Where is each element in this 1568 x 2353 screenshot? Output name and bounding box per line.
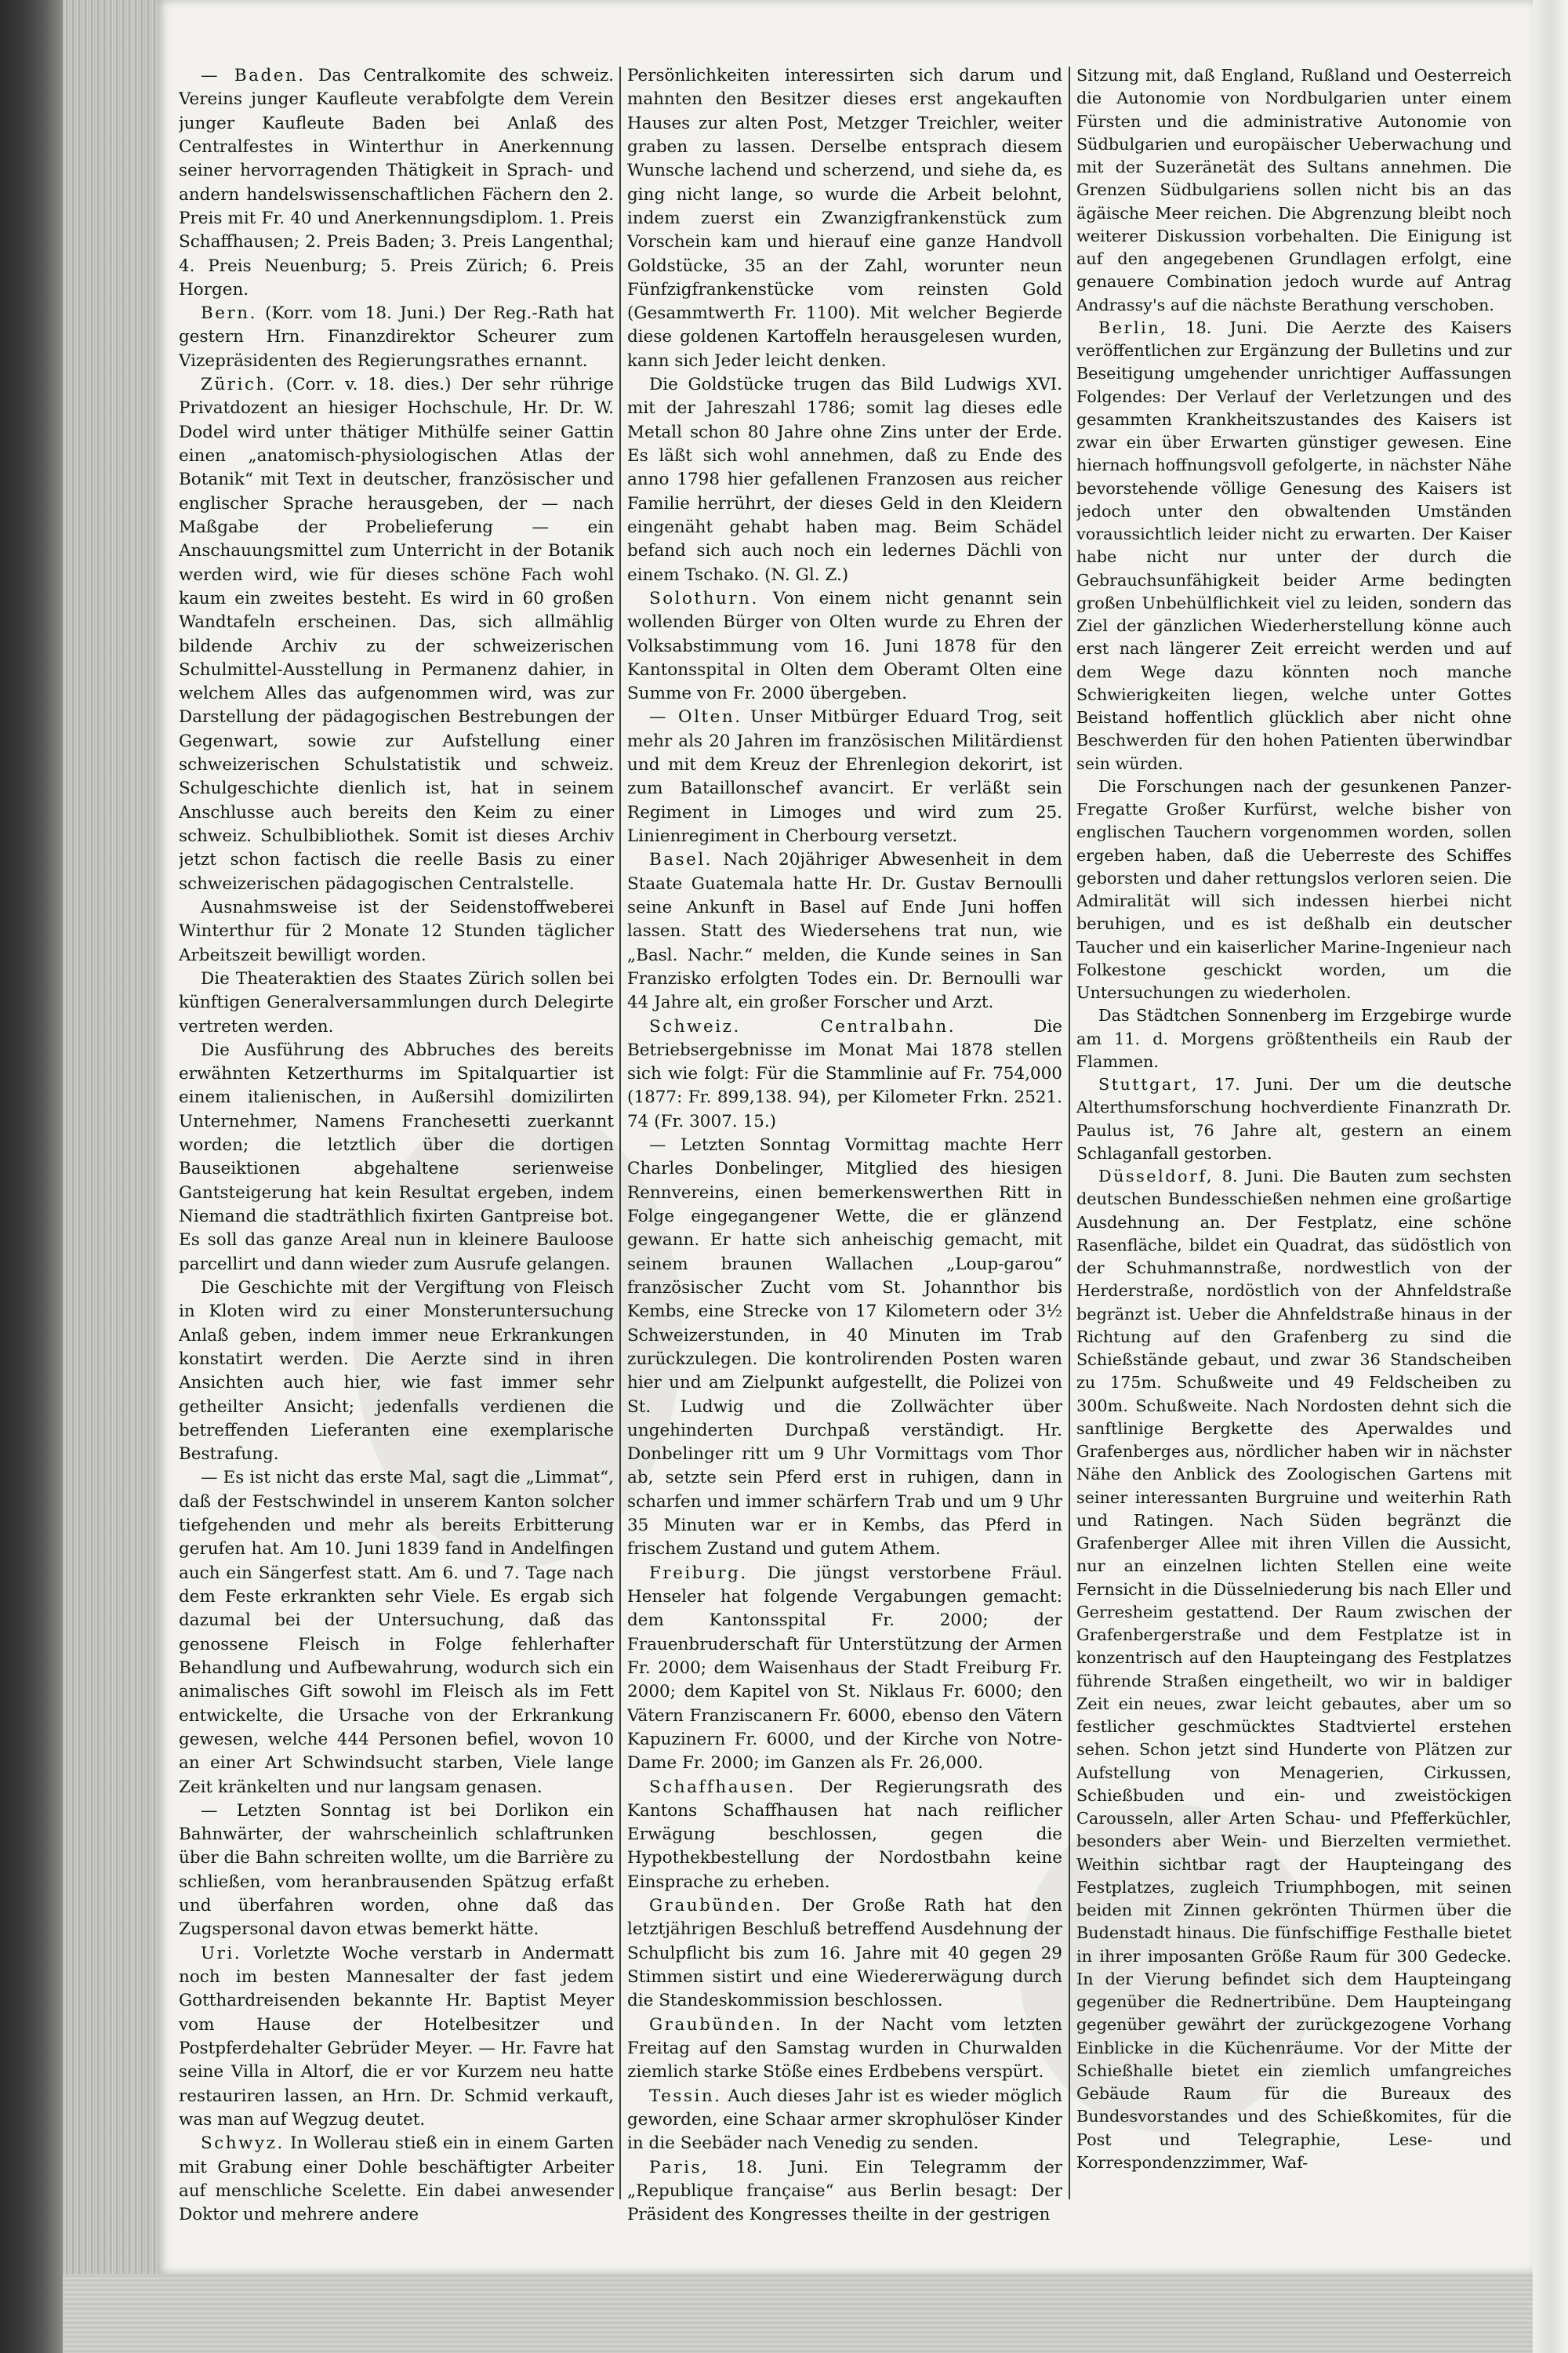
article-paragraph	[179, 968, 614, 1039]
dateline-place: Graubünden.	[649, 2014, 783, 2035]
article-paragraph	[627, 2156, 1062, 2228]
article-paragraph	[179, 1276, 614, 1467]
column-middle	[627, 64, 1062, 2260]
paragraph-text: Von einem nicht genannt sein wollenden Bürger von Olten wurde zu Ehren der Volksabstimmung vom 16. Juni 1878 für den Kantonsspital in Olten dem Oberamt Olten eine Summe von Fr. 2000 übergeben.	[627, 588, 1062, 704]
dateline-place: — Baden.	[201, 66, 306, 85]
paragraph-text: Auch dieses Jahr ist es wieder möglich geworden, eine Schaar armer skrophulöser Kinder in die Seebäder nach Venedig zu senden.	[627, 2086, 1062, 2154]
paragraph-text: Die Geschichte mit der Vergiftung von Fleisch in Kloten wird zu einer Monsteruntersuchung Anlaß geben, indem immer neue Erkrankungen konstatirt werden. Die Aerzte sind in ihren Ansichten auch hier, wie fast immer sehr getheilter Ansicht; jedenfalls verdienen die betreffenden Lieferanten eine exemplarische Bestrafung.	[179, 1277, 614, 1465]
paragraph-text: In der Nacht vom letzten Freitag auf den Samstag wurden in Churwalden ziemlich starke Stöße eines Erdbebens verspürt.	[627, 2014, 1062, 2082]
dateline-place: Basel.	[649, 850, 713, 870]
dateline-place: Graubünden.	[649, 1896, 783, 1916]
dateline-place: Tessin.	[649, 2086, 722, 2106]
book-binding	[0, 0, 63, 2353]
article-paragraph	[627, 2085, 1062, 2156]
dateline-place: Bern.	[201, 303, 257, 324]
article-paragraph	[179, 1466, 614, 1799]
paragraph-text: 18. Juni. Die Aerzte des Kaisers veröffentlichen zur Ergänzung der Bulletins und zur Beseitigung umgehender unrichtiger Auffassungen Folgendes: Der Verlauf der Verletzungen und des gesammten Krankheitszustandes des Kaisers ist zwar ein über Erwarten günstiger gewesen. Eine hiernach hoffnungsvoll gefolgerte, in nächster Nähe bevorstehende völlige Genesung des Kaisers ist jedoch unter den obwaltenden Umständen voraussichtlich leider nicht zu erwarten. Der Kaiser habe nicht nur unter der durch die Gebrauchsunfähigkeit beider Arme bedingten großen Unbehülflichkeit viel zu leiden, sondern das Ziel der gänzlichen Wiederherstellung könne auch erst nach längerer Zeit erreicht werden und auf dem Wege dazu könnten noch manche Schwierigkeiten liegen, welche unter Gottes Beistand hoffentlich glücklich aber nicht ohne Beschwerden für den hohen Patienten überwindbar sein würden.	[1076, 318, 1512, 773]
paragraph-text: Vorletzte Woche verstarb in Andermatt noch im besten Mannesalter der fast jedem Gotthardreisenden bekannte Hr. Baptist Meyer vom Hause der Hotelbesitzer und Postpferdehalter Gebrüder Meyer. — Hr. Favre hat seine Villa in Altorf, die er vor Kurzem neu hatte restauriren lassen, an Hrn. Dr. Schmid verkauft, was man auf Wegzug deutet.	[179, 1943, 614, 2130]
article-paragraph	[627, 2013, 1062, 2085]
article-paragraph	[179, 1039, 614, 1276]
paragraph-text: Die Forschungen nach der gesunkenen Panzer-Fregatte Großer Kurfürst, welche bisher von englischen Tauchern vorgenommen worden, sollen ergeben haben, daß die Ueberreste des Schiffes geborsten und daher rettungslos verloren seien. Die Admiralität will sich indessen hierbei nicht beruhigen, und es ist deßhalb ein deutscher Taucher und ein kaiserlicher Marine-Ingenieur nach Folkestone geschickt worden, um die Untersuchungen zu wiederholen.	[1076, 776, 1512, 1002]
article-paragraph	[627, 587, 1062, 706]
paragraph-text: Sitzung mit, daß England, Rußland und Oesterreich die Autonomie von Nordbulgarien unter einem Fürsten und die administrative Autonomie von Südbulgarien und europäischer Ueberwachung und mit der Suzeränetät des Sultans annehmen. Die Grenzen Südbulgariens sollen nicht bis an das ägäische Meer reichen. Die Abgrenzung bleibt noch weiterer Diskussion vorbehalten. Die Einigung ist auf den angegebenen Grundlagen erfolgt, eine genauere Combination jedoch wurde auf Antrag Andrassy's auf die nächste Berathung verschoben.	[1076, 66, 1512, 314]
paragraph-text: Unser Mitbürger Eduard Trog, seit mehr als 20 Jahren im französischen Militärdienst und mit dem Kreuz der Ehrenlegion dekorirt, ist zum Bataillonschef avancirt. Er verläßt sein Regiment in Limoges und wird zum 25. Linienregiment in Cherbourg versetzt.	[627, 707, 1062, 846]
page-edges-bottom	[63, 2274, 1568, 2353]
paragraph-text: (Corr. v. 18. dies.) Der sehr rührige Privatdozent an hiesiger Hochschule, Hr. Dr. W. Dodel wird unter thätiger Mithülfe seiner Gattin einen „anatomisch-physiologischen Atlas der Botanik“ mit Text in deutscher, französischer und englischer Sprache herausgeben, der — nach Maßgabe der Probelieferung — ein Anschauungsmittel zum Unterricht in der Botanik werden wird, wie für dieses schöne Fach wohl kaum ein zweites besteht. Es wird in 60 großen Wandtafeln erscheinen. Das, sich allmählig bildende Archiv zu der schweizerischen Schulmittel-Ausstellung in Permanenz dahier, in welchem Alles das aufgenommen wird, was zur Darstellung der pädagogischen Bestrebungen der Gegenwart, sowie zur Aufstellung einer schweizerischen Schulstatistik und schweiz. Schulgeschichte dienlich ist, hat in seinem Anschlusse auch bereits den Keim zu einer schweiz. Schulbibliothek. Somit ist dieses Archiv jetzt schon factisch die reelle Basis zu einer schweizerischen pädagogischen Centralstelle.	[179, 375, 614, 894]
paragraph-text: Die Ausführung des Abbruches des bereits erwähnten Ketzerthurms im Spitalquartier ist einem italienischen, in Außersihl domizilirten Unternehmer, Namens Franchesetti zuerkannt worden; die letztlich über die dortigen Bauseiktionen abgehaltene serienweise Gantsteigerung hat kein Resultat ergeben, indem Niemand die stadträthlich fixirten Gantpreise bot. Es soll das ganze Areal nun in kleinere Bauloose parcellirt und dann wieder zum Ausrufe gelangen.	[179, 1040, 614, 1274]
paragraph-text: Das Centralkomite des schweiz. Vereins junger Kaufleute verabfolgte dem Verein junger Kaufleute Baden bei Anlaß des Centralfestes in Winterthur in Anerkennung seiner hervorragenden Thätigkeit in Sprach- und andern handelswissenschaftlichen Fächern den 2. Preis mit Fr. 40 und Anerkennungsdiplom. 1. Preis Schaffhausen; 2. Preis Baden; 3. Preis Langenthal; 4. Preis Neuenburg; 5. Preis Zürich; 6. Preis Horgen.	[179, 66, 614, 300]
page-edges-right	[1533, 0, 1568, 2353]
paragraph-text: — Es ist nicht das erste Mal, sagt die „Limmat“, daß der Festschwindel in unserem Kanton solcher tiefgehenden und mehr als bereits Erbitterung gerufen hat. Am 10. Juni 1839 fand in Andelfingen auch ein Sängerfest statt. Am 6. und 7. Tage nach dem Feste erkrankten sehr Viele. Es ergab sich dazumal bei der Untersuchung, daß das genossene Fleisch in Folge fehlerhafter Behandlung und Aufbewahrung, wodurch sich ein animalisches Gift sowohl im Fleisch als im Fett entwickelte, die Ursache von der Erkrankung gewesen, welche 444 Personen befiel, wovon 10 an einer Art Schwindsucht starben, Viele lange Zeit kränkelten und nur langsam genasen.	[179, 1468, 614, 1797]
paragraph-text: — Letzten Sonntag ist bei Dorlikon ein Bahnwärter, der wahrscheinlich schlaftrunken über die Bahn schreiten wollte, um die Barrière zu schließen, vom heranbrausenden Spätzug erfaßt und überfahren worden, ohne daß das Zugspersonal davon etwas bemerkt hätte.	[179, 1800, 614, 1940]
dateline-place: Stuttgart,	[1098, 1075, 1200, 1094]
article-paragraph	[1076, 64, 1512, 317]
dateline-place: Schweiz. Centralbahn.	[649, 1016, 956, 1037]
article-paragraph	[627, 848, 1062, 1015]
page-edges-left	[63, 0, 157, 2353]
dateline-place: Zürich.	[201, 375, 277, 395]
article-paragraph	[627, 1894, 1062, 2013]
article-paragraph	[627, 1015, 1062, 1135]
column-rule	[619, 67, 621, 2199]
article-paragraph	[627, 373, 1062, 587]
article-paragraph	[1076, 1073, 1512, 1165]
dateline-place: Paris,	[649, 2157, 710, 2177]
column-left	[179, 64, 614, 2260]
column-rule	[1069, 67, 1070, 2199]
dateline-place: Solothurn.	[649, 588, 759, 608]
paragraph-text: In Wollerau stieß ein in einem Garten mit Grabung einer Dohle beschäftigter Arbeiter auf menschliche Scelette. Ein dabei anwesender Doktor und mehrere andere	[179, 2133, 614, 2225]
paragraph-text: Nach 20jähriger Abwesenheit in dem Staate Guatemala hatte Hr. Dr. Gustav Bernoulli seine Ankunft in Basel auf Ende Juni hoffen lassen. Statt des Wiedersehens trat nun, wie „Basl. Nachr.“ melden, die Kunde seines in San Franzisko erfolgten Todes ein. Dr. Bernoulli war 44 Jahre alt, ein großer Forscher und Arzt.	[627, 850, 1062, 1013]
dateline-place: — Olten.	[649, 707, 742, 728]
paragraph-text: Der Regierungsrath des Kantons Schaffhausen hat nach reiflicher Erwägung beschlossen, gegen die Hypothekbestellung der Nordostbahn keine Einsprache zu erheben.	[627, 1777, 1062, 1892]
article-paragraph	[1076, 317, 1512, 775]
dateline-place: Berlin,	[1098, 318, 1168, 337]
paragraph-text: Das Städtchen Sonnenberg im Erzgebirge wurde am 11. d. Morgens größtentheils ein Raub der Flammen.	[1076, 1006, 1512, 1071]
paragraph-text: 8. Juni. Die Bauten zum sechsten deutschen Bundesschießen nehmen eine großartige Ausdehnung an. Der Festplatz, eine schöne Rasenfläche, bildet ein Quadrat, das südöstlich von der Schuhmannstraße, nordwestlich von der Herderstraße, nordöstlich von der Ahnfeldstraße begränzt ist. Ueber die Ahnfeldstraße hinaus in der Richtung auf den Grafenberg zu sind die Schießstände gebaut, und zwar 36 Standscheiben zu 175m. Schußweite und 49 Feldscheiben zu 300m. Schußweite. Nach Nordosten dehnt sich die sanftlinige Bergkette des Aperwaldes und Grafenberges aus, nördlicher haben wir in nächster Nähe den Anblick des Zoologischen Gartens mit seiner interessanten Burgruine und weiterhin Rath und Ratingen. Nach Süden begränzt die Grafenberger Allee mit ihren Villen die Aussicht, nur an einzelnen lichten Stellen eine weite Fernsicht in die Düsselniederung bis nach Eller und Gerresheim gestattend. Der Raum zwischen der Grafenbergerstraße und dem Festplatze ist in konzentrisch auf den Haupteingang des Festplatzes führende Straßen eingetheilt, wo wir in baldiger Zeit ein neues, zwar leicht gebautes, aber um so festlicher geschmücktes Stadtviertel erstehen sehen. Schon jetzt sind Hunderte von Plätzen zur Aufstellung von Menagerien, Cirkussen, Schießbuden und ein- und zweistöckigen Carousseln, aller Arten Schau- und Pfefferküchler, besonders aber Wein- und Bierzelten vermiethet. Weithin sichtbar ragt der Haupteingang des Festplatzes, zugleich Triumphbogen, mit seinen beiden mit Zinnen gekrönten Thürmen über die Budenstadt hinaus. Die fünfschiffige Festhalle bietet in ihrer imposanten Größe Raum für 300 Gedecke. In der Vierung befindet sich dem Haupteingang gegenüber die Rednertribüne. Dem Haupteingang gegenüber gewährt der zurückgezogene Vorhang Einblicke in die Küchenräume. Vor der Mitte der Schießhalle bietet ein ziemlich umfangreiches Gebäude Raum für die Bureaux des Bundesvorstandes und des Schießkomites, für die Post und Telegraphie, Lese- und Korrespondenzzimmer, Waf-	[1076, 1167, 1512, 2172]
article-paragraph	[179, 896, 614, 968]
article-paragraph	[179, 373, 614, 896]
article-paragraph	[179, 1799, 614, 1942]
article-paragraph	[179, 302, 614, 373]
paragraph-text: 18. Juni. Ein Telegramm der „Republique française“ aus Berlin besagt: Der Präsident des Kongresses theilte in der gestrigen	[627, 2157, 1062, 2225]
paragraph-text: Die Theateraktien des Staates Zürich sollen bei künftigen Generalversammlungen durch Delegirte vertreten werden.	[179, 968, 614, 1037]
article-paragraph	[1076, 775, 1512, 1005]
paragraph-text: Die Goldstücke trugen das Bild Ludwigs XVI. mit der Jahreszahl 1786; somit lag dieses edle Metall schon 80 Jahre ohne Zins unter der Erde. Es läßt sich wohl annehmen, daß zu Ende des anno 1798 hier gefallenen Franzosen aus reicher Familie herrührt, der dieses Geld in den Kleidern eingenäht gehabt haben mag. Beim Schädel befand sich auch noch ein ledernes Dächli von einem Tschako. (N. Gl. Z.)	[627, 375, 1062, 585]
paragraph-text: Der Große Rath hat den letztjährigen Beschluß betreffend Ausdehnung der Schulpflicht bis zum 16. Jahre mit 40 gegen 29 Stimmen sistirt und eine Wiedererwägung durch die Standeskommission beschlossen.	[627, 1896, 1062, 2011]
column-right	[1076, 64, 1512, 2260]
article-paragraph	[627, 706, 1062, 848]
article-paragraph	[179, 2132, 614, 2227]
paragraph-text: Persönlichkeiten interessirten sich darum und mahnten den Besitzer dieses erst angekauften Hauses zur alten Post, Metzger Treichler, weiter graben zu lassen. Derselbe entsprach diesem Wunsche lachend und scherzend, und siehe da, es ging nicht lange, so wurde die Arbeit belohnt, indem zuerst ein Zwanzigfrankenstück zum Vorschein kam und hierauf eine ganze Handvoll Goldstücke, 35 an der Zahl, worunter neun Fünfzigfrankenstücke vom reinsten Gold (Gesammtwerth Fr. 1100). Mit welcher Begierde diese goldenen Kartoffeln herausgelesen wurden, kann sich Jeder leicht denken.	[627, 66, 1062, 371]
dateline-place: Düsseldorf,	[1098, 1167, 1214, 1186]
article-paragraph	[627, 1134, 1062, 1562]
article-paragraph	[627, 1562, 1062, 1776]
dateline-place: Uri.	[201, 1943, 242, 1963]
dateline-place: Schwyz.	[201, 2133, 285, 2154]
paragraph-text: — Letzten Sonntag Vormittag machte Herr Charles Donbelinger, Mitglied des hiesigen Rennvereins, einen bemerkenswerthen Ritt in Folge eingegangener Wette, die er glänzend gewann. Er hatte sich anheischig gemacht, mit seinem braunen Wallachen „Loup-garou“ französischer Zucht vom St. Johannthor bis Kembs, eine Strecke von 17 Kilometern oder 3½ Schweizerstunden, in 40 Minuten im Trab zurückzulegen. Die kontrolirenden Posten waren hier und am Zielpunkt aufgestellt, die Polizei von St. Ludwig und die Zollwächter über ungehinderten Durchpaß verständigt. Hr. Donbelinger ritt um 9 Uhr Vormittags vom Thor ab, setzte sein Pferd erst in ruhigen, dann in scharfen und immer schärfern Trab und um 9 Uhr 35 Minuten war er in Kembs, das Pferd in frischem Zustand und gutem Athem.	[627, 1135, 1062, 1560]
paragraph-text: Die jüngst verstorbene Fräul. Henseler hat folgende Vergabungen gemacht: dem Kantonsspital Fr. 2000; der Frauenbruderschaft für Unterstützung der Armen Fr. 2000; dem Waisenhaus der Stadt Freiburg Fr. 2000; dem Kapitel von St. Niklaus Fr. 6000; den Vätern Franziscanern Fr. 6000, ebenso den Vätern Kapuzinern Fr. 6000, und der Kirche von Notre-Dame Fr. 2000; im Ganzen als Fr. 26,000.	[627, 1563, 1062, 1774]
paragraph-text: Die Betriebsergebnisse im Monat Mai 1878 stellen sich wie folgt: Für die Stammlinie auf Fr. 754,000 (1877: Fr. 899,138. 94), per Kilometer Frkn. 2521. 74 (Fr. 3007. 15.)	[627, 1016, 1062, 1131]
newspaper-page	[157, 0, 1533, 2274]
article-paragraph	[627, 64, 1062, 373]
paragraph-text: (Korr. vom 18. Juni.) Der Reg.-Rath hat gestern Hrn. Finanzdirektor Scheurer zum Vizepräsidenten des Regierungsrathes ernannt.	[179, 303, 614, 371]
article-paragraph	[1076, 1165, 1512, 2174]
paragraph-text: Ausnahmsweise ist der Seidenstoffweberei Winterthur für 2 Monate 12 Stunden täglicher Arbeitszeit bewilligt worden.	[179, 897, 614, 965]
article-paragraph	[179, 64, 614, 302]
article-paragraph	[627, 1776, 1062, 1895]
article-paragraph	[1076, 1004, 1512, 1073]
paragraph-text: 17. Juni. Der um die deutsche Alterthumsforschung hochverdiente Finanzrath Dr. Paulus ist, 76 Jahre alt, gestern an einem Schlaganfall gestorben.	[1076, 1075, 1512, 1163]
article-paragraph	[179, 1942, 614, 2133]
dateline-place: Schaffhausen.	[649, 1777, 796, 1797]
dateline-place: Freiburg.	[649, 1563, 748, 1583]
